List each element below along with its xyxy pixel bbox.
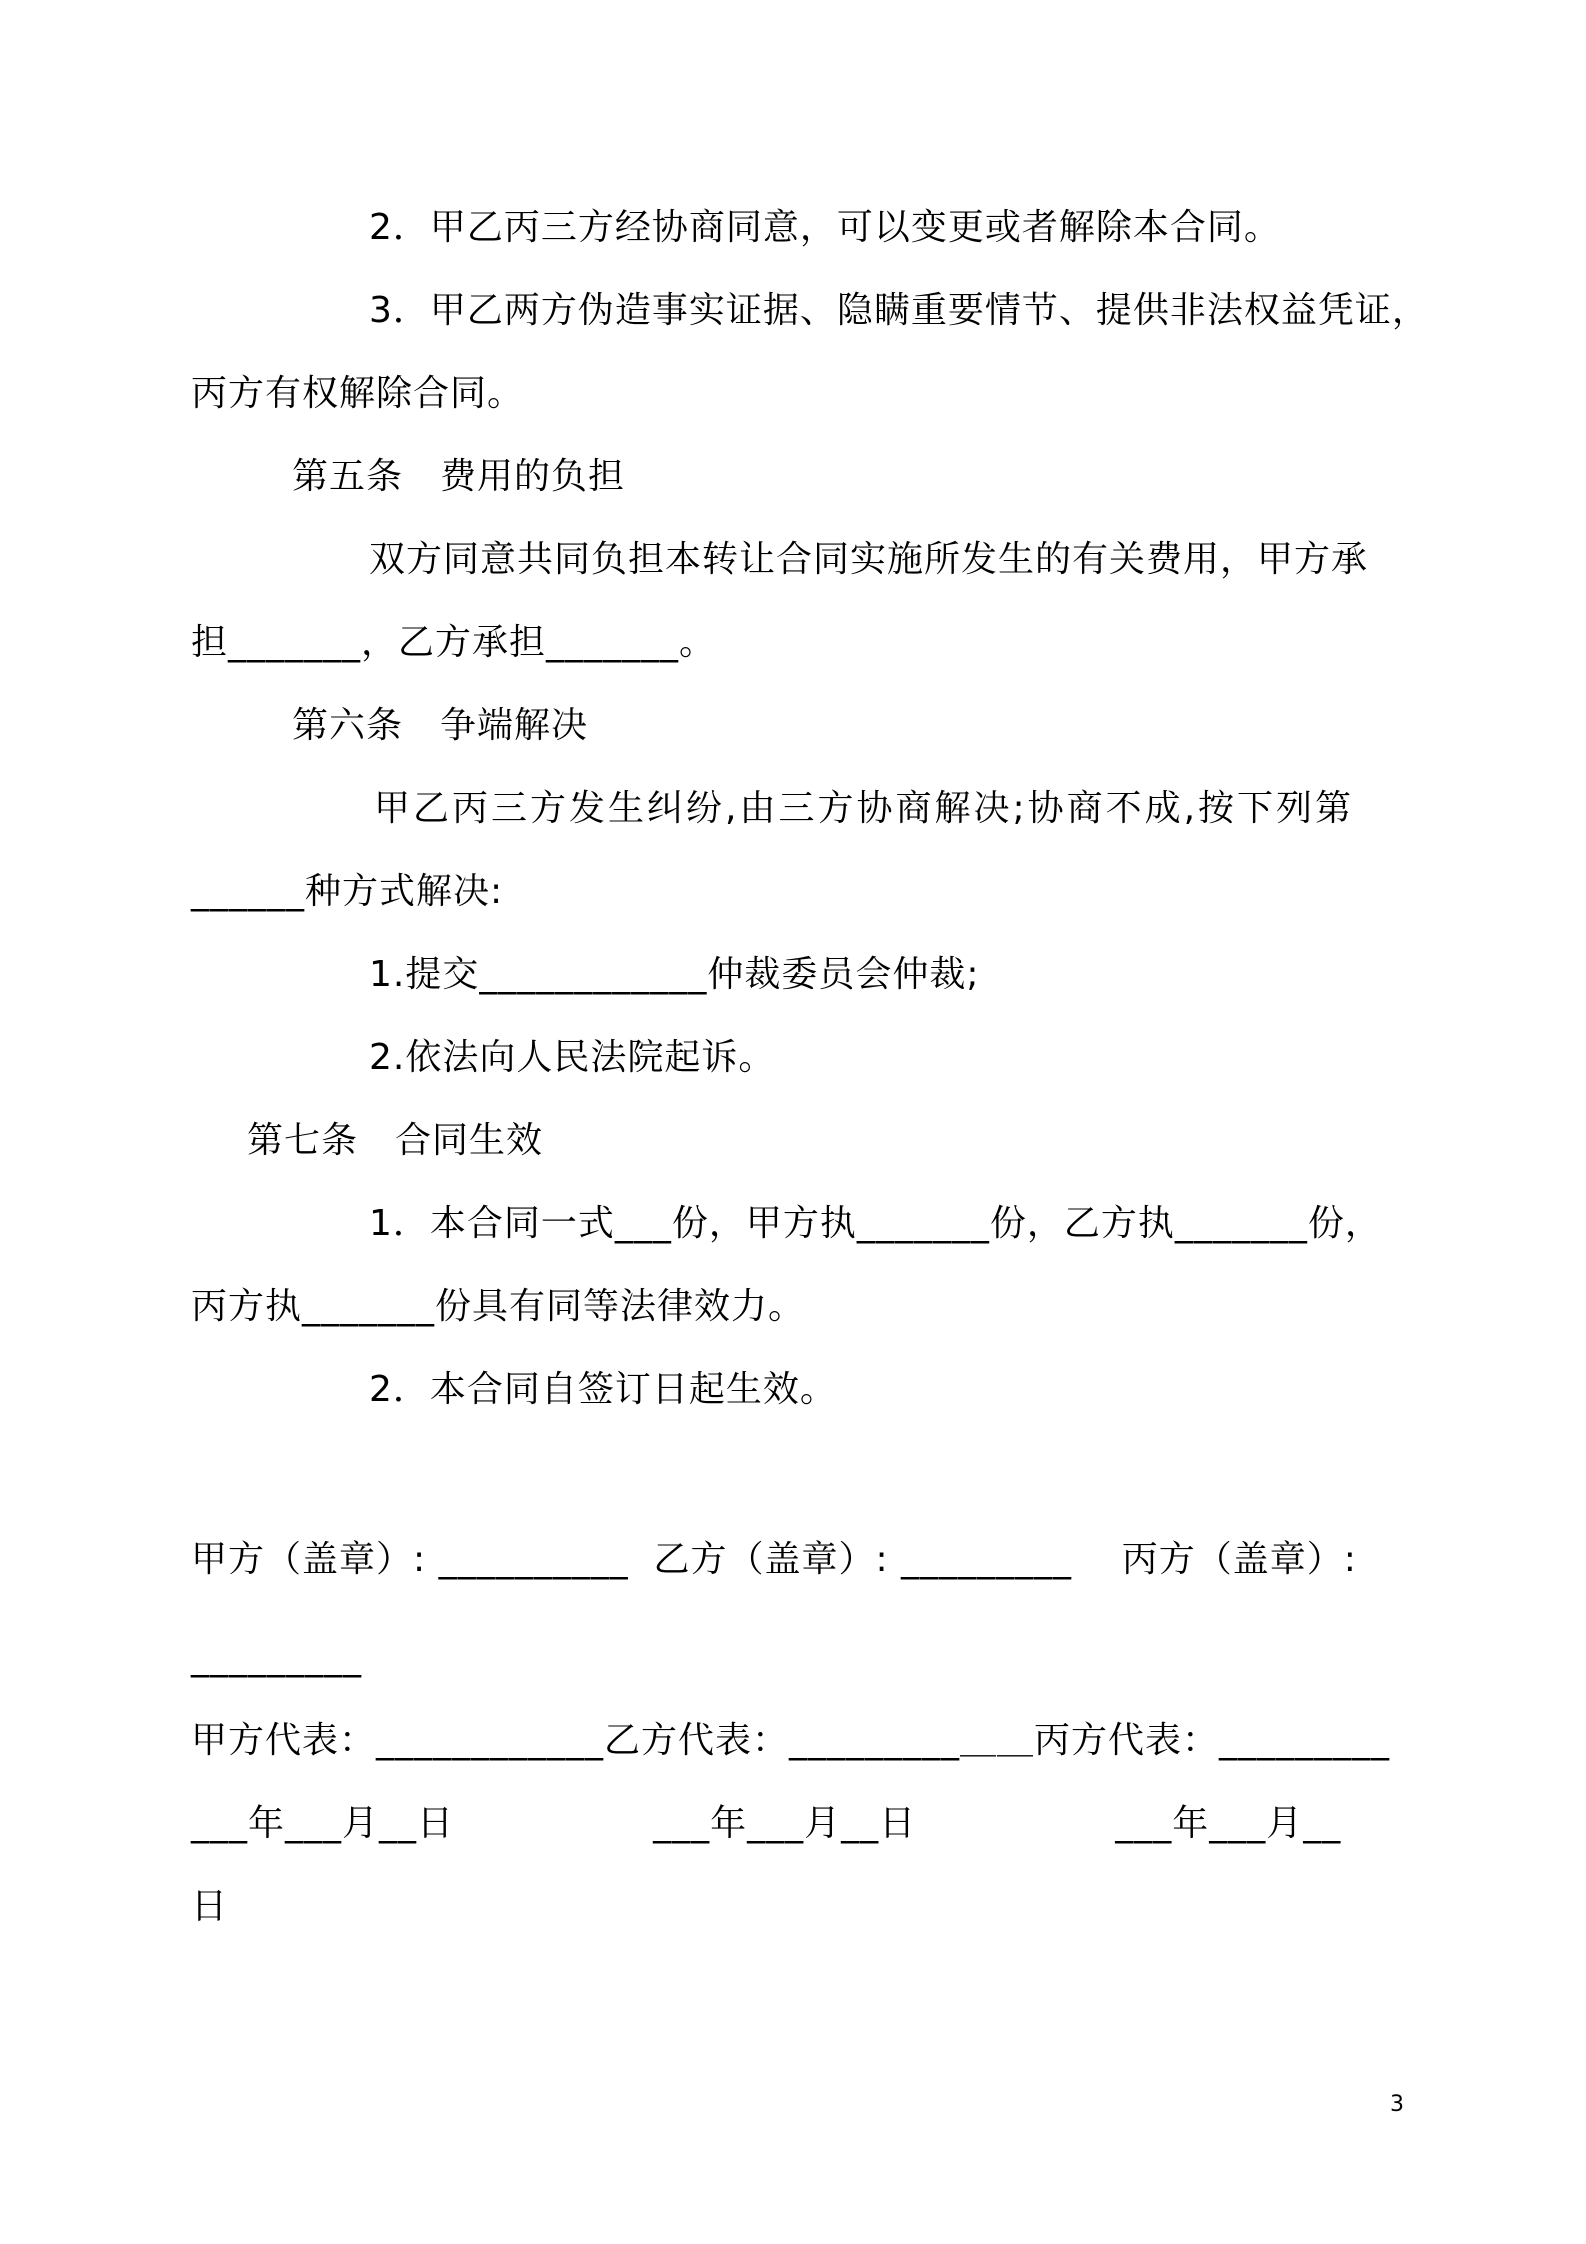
- seal-line: 甲方（盖章）: __________ 乙方（盖章）: _________ 丙方（盖章）:: [191, 1539, 1357, 1580]
- representative-line: 甲方代表：____________乙方代表：_________＿＿丙方代表：_________: [191, 1720, 1391, 1761]
- clause-4-item-2: 2．甲乙丙三方经协商同意，可以变更或者解除本合同。: [369, 207, 1281, 248]
- article-5-heading: 第五条 费用的负担: [292, 456, 626, 497]
- article-7-item-1-cont: 丙方执_______份具有同等法律效力。: [191, 1286, 806, 1327]
- clause-4-item-3-cont: 丙方有权解除合同。: [191, 373, 525, 414]
- article-6-option-2: 2.依法向人民法院起诉。: [369, 1037, 776, 1078]
- date-line-cont: 日: [191, 1886, 229, 1927]
- article-7-item-2: 2．本合同自签订日起生效。: [369, 1369, 837, 1410]
- seal-line-cont: _________: [191, 1637, 362, 1678]
- article-6-heading: 第六条 争端解决: [292, 705, 589, 746]
- page-number: 3: [1390, 2092, 1404, 2117]
- clause-4-item-3: 3．甲乙两方伪造事实证据、隐瞒重要情节、提供非法权益凭证，: [369, 290, 1429, 331]
- article-7-item-1: 1．本合同一式___份，甲方执_______份，乙方执_______份，: [369, 1203, 1382, 1244]
- article-6-body: 甲乙丙三方发生纠纷,由三方协商解决;协商不成,按下列第: [374, 788, 1355, 829]
- article-5-body: 双方同意共同负担本转让合同实施所发生的有关费用，甲方承: [369, 539, 1369, 580]
- article-7-heading: 第七条 合同生效: [247, 1120, 544, 1161]
- article-6-body-cont: ______种方式解决:: [191, 871, 504, 912]
- article-6-option-1: 1.提交____________仲裁委员会仲裁;: [369, 954, 980, 995]
- article-5-body-cont: 担_______，乙方承担_______。: [191, 622, 717, 663]
- date-line: ___年___月__日 ___年___月__日 ___年___月__: [191, 1803, 1342, 1844]
